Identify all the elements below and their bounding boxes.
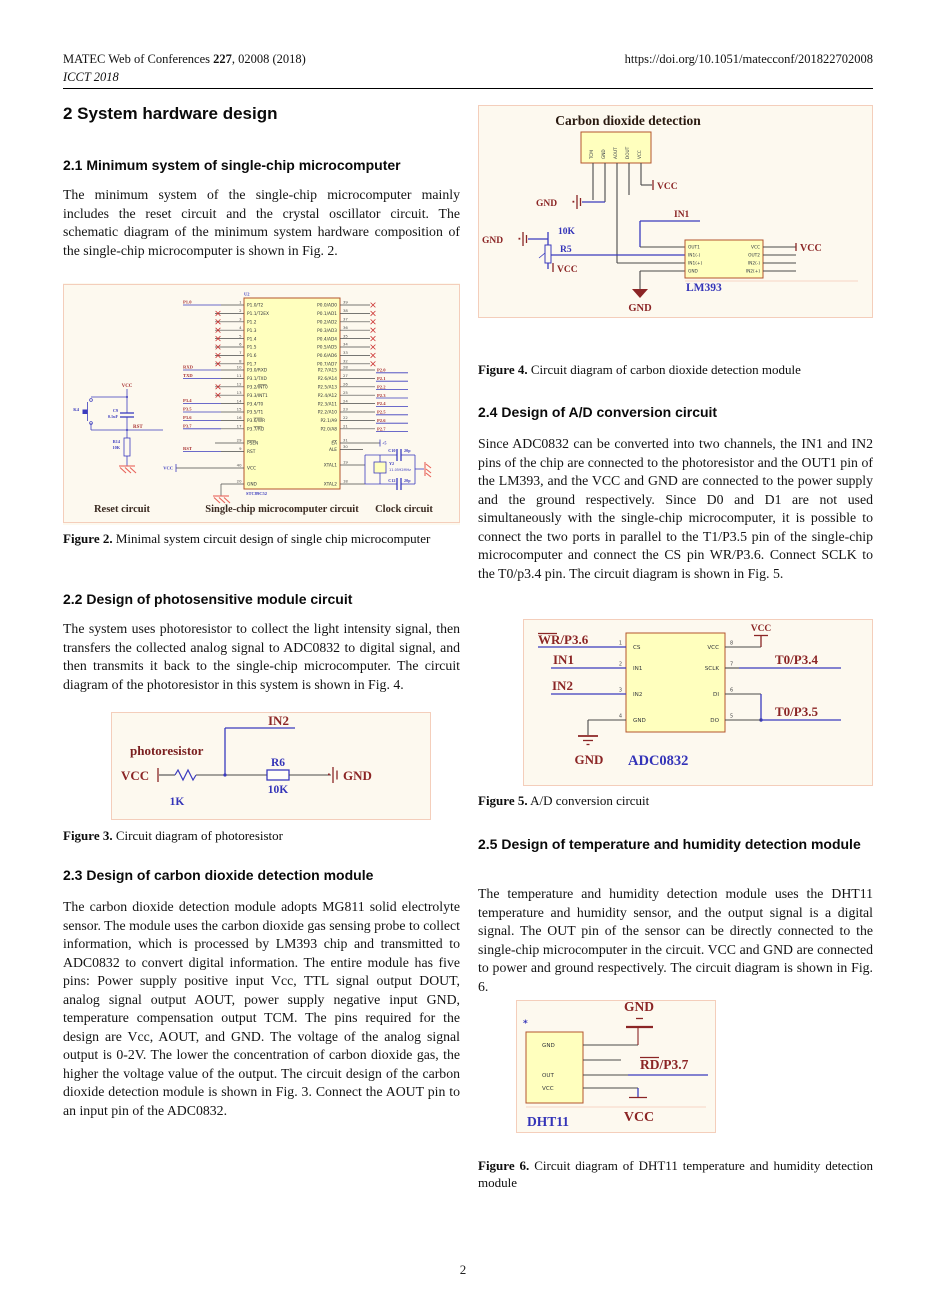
figure-5-caption xyxy=(478,793,873,810)
net-label: P3.5 xyxy=(183,406,192,412)
reset-circuit-label: Reset circuit xyxy=(93,504,151,515)
section-2-2-title: 2.2 Design of photosensitive module circuit xyxy=(63,591,353,607)
adc-pin-name: IN2 xyxy=(633,692,643,698)
potentiometer-ref: R5 xyxy=(560,245,572,255)
gnd-symbol xyxy=(328,767,337,783)
pin-number: 40 xyxy=(236,462,242,468)
journal-name: MATEC Web of Conferences xyxy=(63,52,214,66)
designator-star: * xyxy=(523,1019,528,1029)
doi-text: https://doi.org/10.1051/matecconf/201822702008 xyxy=(624,52,873,66)
in1-net-label: IN1 xyxy=(674,210,690,220)
dht11-pin-name: GND xyxy=(542,1043,555,1049)
dht11-label: DHT11 xyxy=(527,1114,570,1129)
pin-number: 16 xyxy=(236,415,242,421)
resistor-r14-body xyxy=(124,438,130,456)
pin-number: 5 xyxy=(730,713,734,720)
net-label: P2.1 xyxy=(377,376,386,381)
resistor-1k-value: 1K xyxy=(169,796,185,808)
pin-number: 19 xyxy=(343,459,348,465)
section-2-3-title: 2.3 Design of carbon dioxide detection module xyxy=(63,867,374,883)
net-label: P2.5 xyxy=(377,409,386,415)
pin-name: P1.6 xyxy=(247,354,257,360)
figure-6-caption xyxy=(478,1158,873,1191)
pin-number: 17 xyxy=(236,423,242,429)
journal-line xyxy=(63,52,306,67)
pin-number: 7 xyxy=(730,661,734,668)
pin-name: P0.7/AD7 xyxy=(317,362,337,368)
figure-4-caption xyxy=(478,362,873,379)
figure-4-co2-detection-schematic xyxy=(478,105,873,318)
gnd-net-label: GND xyxy=(343,768,372,783)
lm393-pin-name: GND xyxy=(688,269,698,275)
pin-number: 3 xyxy=(618,687,622,694)
pin-name: XTAL1 xyxy=(323,463,337,469)
lm393-pin-name: IN1(-) xyxy=(688,253,701,259)
sensor-vcc-label: VCC xyxy=(657,182,678,192)
pin-number: 25 xyxy=(343,389,348,395)
crystal-frequency: 11.0592MHz xyxy=(389,468,411,472)
header-rule xyxy=(63,88,873,89)
pin-number: 3 xyxy=(239,316,242,322)
pin-name: RST xyxy=(247,450,256,456)
pin-name: P2.0/A8 xyxy=(320,427,337,433)
crystal-y2-body xyxy=(374,462,386,473)
net-label: P1.0 xyxy=(183,299,192,305)
journal-volume: 227 xyxy=(213,52,232,66)
pin-number: 33 xyxy=(343,350,348,356)
net-label: P2.3 xyxy=(377,392,386,398)
pin-name: P3.7/RD xyxy=(247,427,265,433)
pin-name: PSEN xyxy=(247,441,259,447)
vcc-right-label: VCC xyxy=(800,243,822,254)
section-2-3-body: The carbon dioxide detection module adopts MG811 solid electrolyte sensor. The module uses the carbon dioxide gas sensing probe to collect information, which is processed by LM393 chip and transmitted to ADC0832 to convert digital information. The entire module has five pins: Power supply positive input Vcc, TTL signal output DOUT, analog signal output AOUT, power supply negative input GND, temperature compensation output TCM. The pins required for the design are Vcc, AOUT, and GND. The voltage of the analog signal output is 0-2V. The lower the concentration of carbon dioxide gas, the higher the voltage value of the output. The circuit design of the carbon dioxide detection module is shown in Fig. 3. Connect the AOUT pin to an input pin of the ADC0832. xyxy=(63,899,460,1118)
figure-3-photoresistor-schematic xyxy=(111,712,431,820)
section-2-1-body: The minimum system of the single-chip microcomputer mainly includes the reset circuit and the crystal oscillator circuit. The schematic diagram of the minimum system hardware composition of the single-chip microcomputer is shown in Fig. 2. xyxy=(63,187,460,258)
pin-number: 9 xyxy=(239,446,242,452)
lm393-label: LM393 xyxy=(686,282,722,294)
gnd-bottom-symbol xyxy=(632,289,648,298)
section-2-5-body: The temperature and humidity detection module uses the DHT11 temperature and humidity sensor, and the output signal is a digital signal. The OUT pin of the sensor can be directly connected to the single-chip microcomputer in the circuit. VCC and GND are connected to power and ground respectively. The circuit diagram is shown in Fig. 6. xyxy=(478,886,873,994)
gnd-bottom-label: GND xyxy=(628,303,652,314)
clock-ground-symbol xyxy=(425,462,431,477)
pin-number: 32 xyxy=(343,358,348,364)
figure-4-caption-text: Circuit diagram of carbon dioxide detection module xyxy=(530,362,801,377)
vcc-label: VCC xyxy=(750,624,772,634)
pin-name: P3.0/RXD xyxy=(247,368,268,374)
section-2-5-title: 2.5 Design of temperature and humidity detection module xyxy=(478,836,861,852)
pin-number: 15 xyxy=(236,406,242,412)
gnd-top-symbol xyxy=(573,195,581,209)
pin-number: 39 xyxy=(343,299,348,305)
photoresistor-label: photoresistor xyxy=(130,743,204,758)
pin-name: P2.6/A14 xyxy=(317,377,337,383)
reset-vcc-label: VCC xyxy=(121,384,133,389)
net-label: P2.7 xyxy=(377,426,386,432)
pin-number: 22 xyxy=(343,415,348,421)
pin-name: P1.3 xyxy=(247,328,257,334)
pot-vcc-label: VCC xyxy=(557,265,578,275)
pin-name: P1.4 xyxy=(247,337,257,343)
resistor-r6-value: 10K xyxy=(267,784,289,796)
figure-6-caption-label: Figure 6. xyxy=(478,1158,530,1173)
net-label: P2.2 xyxy=(377,384,386,390)
pin-name: P0.1/AD1 xyxy=(317,312,337,318)
figure-6-caption-text: Circuit diagram of DHT11 temperature and humidity detection module xyxy=(478,1158,874,1190)
net-label: TXD xyxy=(183,373,193,378)
adc-pin-name: CS xyxy=(633,645,641,651)
mcu-part-number: STC89C52 xyxy=(246,491,268,496)
gnd-top-symbol xyxy=(626,1019,653,1046)
pin-name: P0.2/AD2 xyxy=(317,320,337,326)
pin-number: 18 xyxy=(343,478,348,484)
resistor-r14-ref: R14 xyxy=(112,439,120,444)
pin-name: P1.7 xyxy=(247,362,257,368)
cap-c10-ref: C10 xyxy=(388,448,396,453)
switch-contact-top xyxy=(90,399,93,402)
pin-name: P2.1/A9 xyxy=(320,419,337,425)
figure-4-svg xyxy=(478,105,873,318)
in2-label: IN2 xyxy=(552,678,573,693)
figure-2-svg xyxy=(63,283,460,525)
figure-5-caption-label: Figure 5. xyxy=(478,793,528,808)
cap-c12-value: 20p xyxy=(404,478,411,483)
in2-net-label: IN2 xyxy=(268,713,289,728)
pin-name: P0.5/AD5 xyxy=(317,345,337,351)
pin-number: 4 xyxy=(618,713,622,720)
cap-c12-ref: C12 xyxy=(388,478,396,483)
pin-name: P0.6/AD6 xyxy=(317,354,337,360)
net-label: RST xyxy=(183,446,192,451)
gnd-label: GND xyxy=(574,752,604,767)
pin-number: 38 xyxy=(343,308,348,314)
net-label: P2.4 xyxy=(377,401,386,407)
reset-rst-net: RST xyxy=(133,425,143,430)
pin-number: 30 xyxy=(343,444,348,450)
pin-name: VCC xyxy=(247,466,256,472)
conference-name: ICCT 2018 xyxy=(63,70,119,84)
crystal-ref: Y2 xyxy=(389,461,395,466)
pin-number: 8 xyxy=(239,358,242,364)
rd-p37-label: RD/P3.7 xyxy=(640,1057,689,1072)
sensor-pin-name: VCC xyxy=(637,150,642,159)
pin-name: P1.0/T2 xyxy=(247,303,264,309)
pin-name: P0.0/AD0 xyxy=(317,303,337,309)
pin-number: 13 xyxy=(236,389,242,395)
adc-pin-name: VCC xyxy=(707,645,719,651)
vcc-label: VCC xyxy=(623,1110,655,1125)
pin-name: P3.5/T1 xyxy=(247,410,264,416)
pin-name: P1.2 xyxy=(247,320,257,326)
pin-number: 6 xyxy=(239,341,242,347)
figure-3-svg xyxy=(111,712,431,820)
pin-number: 20 xyxy=(236,478,242,484)
figure-2-caption-text: Minimal system circuit design of single chip microcomputer xyxy=(115,531,431,546)
net-label: RXD xyxy=(183,364,193,370)
net-label: P3.7 xyxy=(183,423,192,429)
pin-number: 11 xyxy=(236,373,242,379)
potentiometer-value: 10K xyxy=(558,227,575,237)
reset-ground-symbol xyxy=(119,466,136,473)
dht11-pin-name: OUT xyxy=(542,1073,554,1079)
net-label: P3.4 xyxy=(183,398,192,404)
page-number: 2 xyxy=(459,1262,467,1277)
pin-name: P3.1/TXD xyxy=(247,377,267,383)
mcu-circuit-label: Single-chip microcomputer circuit xyxy=(205,504,359,515)
figure-3-caption-label: Figure 3. xyxy=(63,828,113,843)
pin-number: 29 xyxy=(236,437,242,443)
pin-number: 1 xyxy=(618,640,622,647)
wr-p36-label: WR/P3.6 xyxy=(538,632,589,647)
pin-number: 7 xyxy=(239,350,242,356)
sensor-pin-name: GND xyxy=(601,149,606,159)
figure-5-adc0832-schematic xyxy=(523,619,873,786)
clock-circuit-label: Clock circuit xyxy=(375,504,433,515)
lm393-pin-name: IN2(+) xyxy=(745,269,760,275)
pin-name: XTAL2 xyxy=(323,482,337,488)
pin-name: P2.2/A10 xyxy=(317,410,337,416)
pin-name: P0.4/AD4 xyxy=(317,337,337,343)
resistor-r14-value: 10K xyxy=(112,445,120,450)
pin-number: 28 xyxy=(343,364,348,370)
pin-name: P1.5 xyxy=(247,345,257,351)
switch-ref: K4 xyxy=(73,407,79,412)
potentiometer-wiper xyxy=(539,253,545,258)
section-2-4-title: 2.4 Design of A/D conversion circuit xyxy=(478,404,718,420)
figure-4-title: Carbon dioxide detection xyxy=(555,113,701,128)
adc-pin-name: GND xyxy=(633,718,646,724)
journal-issue: , 02008 (2018) xyxy=(231,52,306,66)
pin-number: 4 xyxy=(239,324,242,330)
figure-3-caption xyxy=(63,828,460,845)
pin-number: 23 xyxy=(343,406,348,412)
reset-circuit xyxy=(73,384,163,473)
section-2-1-title: 2.1 Minimum system of single-chip microcomputer xyxy=(63,157,401,173)
sensor-pin-name: AOUT xyxy=(613,147,618,159)
pin-number: 36 xyxy=(343,324,348,330)
t0-p34-label: T0/P3.4 xyxy=(775,652,818,667)
pin-name: P3.4/T0 xyxy=(247,402,264,408)
mcu-left-pins xyxy=(163,300,269,496)
adc-pin-name: DO xyxy=(710,718,719,724)
cap-c9-ref: C9 xyxy=(112,408,118,413)
vcc-net-label: VCC xyxy=(121,768,150,783)
lm393-pin-name: OUT2 xyxy=(748,253,760,259)
figure-3-caption-text: Circuit diagram of photoresistor xyxy=(115,828,284,843)
pin-name: P2.5/A13 xyxy=(317,385,337,391)
pin-name: P1.1/T2EX xyxy=(247,312,269,318)
pin-name: ALE xyxy=(328,448,337,454)
sensor-pin-name: DOUT xyxy=(625,146,630,159)
net-label: P2.0 xyxy=(377,367,386,373)
photoresistor-symbol xyxy=(175,770,196,780)
net-label: P2.6 xyxy=(377,418,386,423)
pin-name: P3.3/INT1 xyxy=(247,393,268,399)
dht11-pin-name: VCC xyxy=(542,1086,554,1092)
figure-2-caption xyxy=(63,531,460,548)
plus5-label: +5 xyxy=(382,440,387,446)
pin-name: EA xyxy=(331,441,337,447)
potentiometer-r5-body xyxy=(545,245,551,263)
adc-pin-name: IN1 xyxy=(633,666,643,672)
pin-name: P0.3/AD3 xyxy=(317,328,337,334)
pin-number: 21 xyxy=(343,423,348,429)
junction-dot xyxy=(223,773,226,776)
pin-number: 10 xyxy=(236,364,242,370)
pin-number: 37 xyxy=(343,316,348,322)
t0-p35-label: T0/P3.5 xyxy=(775,704,818,719)
pin-number: 27 xyxy=(343,373,348,379)
mcu-gnd-ground-symbol xyxy=(213,496,230,503)
cap-c9-value: 0.1uF xyxy=(107,414,118,419)
pin-name: P2.4/A12 xyxy=(317,393,337,399)
figure-6-dht11-schematic xyxy=(516,1000,716,1133)
pin-number: 12 xyxy=(236,381,242,387)
figure-4-caption-label: Figure 4. xyxy=(478,362,528,377)
pin-number: 2 xyxy=(618,661,622,668)
resistor-r6-body xyxy=(267,770,289,780)
sensor-pin-name: TCM xyxy=(589,150,594,159)
lm393-pin-name: IN2(-) xyxy=(747,261,760,267)
figure-5-caption-text: A/D conversion circuit xyxy=(530,793,650,808)
adc0832-label: ADC0832 xyxy=(628,753,689,769)
figure-2-minimum-system-schematic xyxy=(63,283,460,525)
gnd-mid-symbol xyxy=(519,232,527,246)
pin-number: 1 xyxy=(239,299,242,305)
pin-name: P3.2/INT0 xyxy=(247,385,268,391)
lm393-pin-name: VCC xyxy=(751,245,760,251)
figure-2-caption-label: Figure 2. xyxy=(63,531,113,546)
pin-number: 2 xyxy=(239,308,242,314)
section-2-title: 2 System hardware design xyxy=(63,104,278,123)
adc-pin-name: DI xyxy=(713,692,719,698)
pin-number: 24 xyxy=(343,398,348,404)
gnd-top-label: GND xyxy=(536,199,558,209)
pin-number: 8 xyxy=(730,640,734,647)
pin-number: 14 xyxy=(236,398,242,404)
switch-button xyxy=(83,410,88,415)
pin-number: 5 xyxy=(239,333,242,339)
lm393-pin-name: IN1(+) xyxy=(688,261,703,267)
figure-6-svg xyxy=(516,1000,716,1133)
pin-number: 26 xyxy=(343,381,348,387)
pin-number: 34 xyxy=(343,341,348,347)
pin-name: P2.7/A15 xyxy=(317,368,337,374)
in1-label: IN1 xyxy=(553,652,574,667)
section-2-2-body: The system uses photoresistor to collect the light intensity signal, then transfers the collected analog signal to ADC0832 to digital signal, and then transmits it back to the single-chip microcomputer. The circuit diagram of the photoresistor in this system is shown in Fig. 4. xyxy=(63,621,460,692)
pin-name: GND xyxy=(247,482,257,488)
figure-5-svg xyxy=(523,619,873,786)
lm393-pin-name: OUT1 xyxy=(688,245,700,251)
pin-name: P2.3/A11 xyxy=(317,402,337,408)
net-label: VCC xyxy=(163,465,173,471)
pin-name: P3.6/WR xyxy=(247,419,266,425)
net-label: P3.6 xyxy=(183,415,192,420)
section-2-4-body: Since ADC0832 can be converted into two channels, the IN1 and IN2 pins of the chip are connected to the photoresistor and the OUT1 pin of the LM393, and the VCC and GND are connected to the power supply and the ground respectively. Since D0 and D1 are not used simultaneously with the single-chip microcomputer, it is possible to connect the two ports in parallel to the T1/P3.5 pin of the single-chip microcomputer and connect the CS pin WR/P3.6. Connect SCLK to the T0/p3.4 pin. The circuit diagram is shown in Fig. 5. xyxy=(478,436,873,581)
cap-c10-value: 20p xyxy=(404,448,411,453)
pin-number: 35 xyxy=(343,333,348,339)
gnd-top-label: GND xyxy=(624,1000,654,1014)
gnd-symbol xyxy=(578,736,598,745)
pin-number: 6 xyxy=(730,687,734,694)
adc-pin-name: SCLK xyxy=(704,666,719,672)
gnd-mid-label: GND xyxy=(482,236,504,246)
mcu-ref: U2 xyxy=(244,291,250,297)
pin-number: 31 xyxy=(343,437,348,443)
resistor-r6-ref: R6 xyxy=(270,757,286,769)
clock-circuit xyxy=(365,448,431,490)
